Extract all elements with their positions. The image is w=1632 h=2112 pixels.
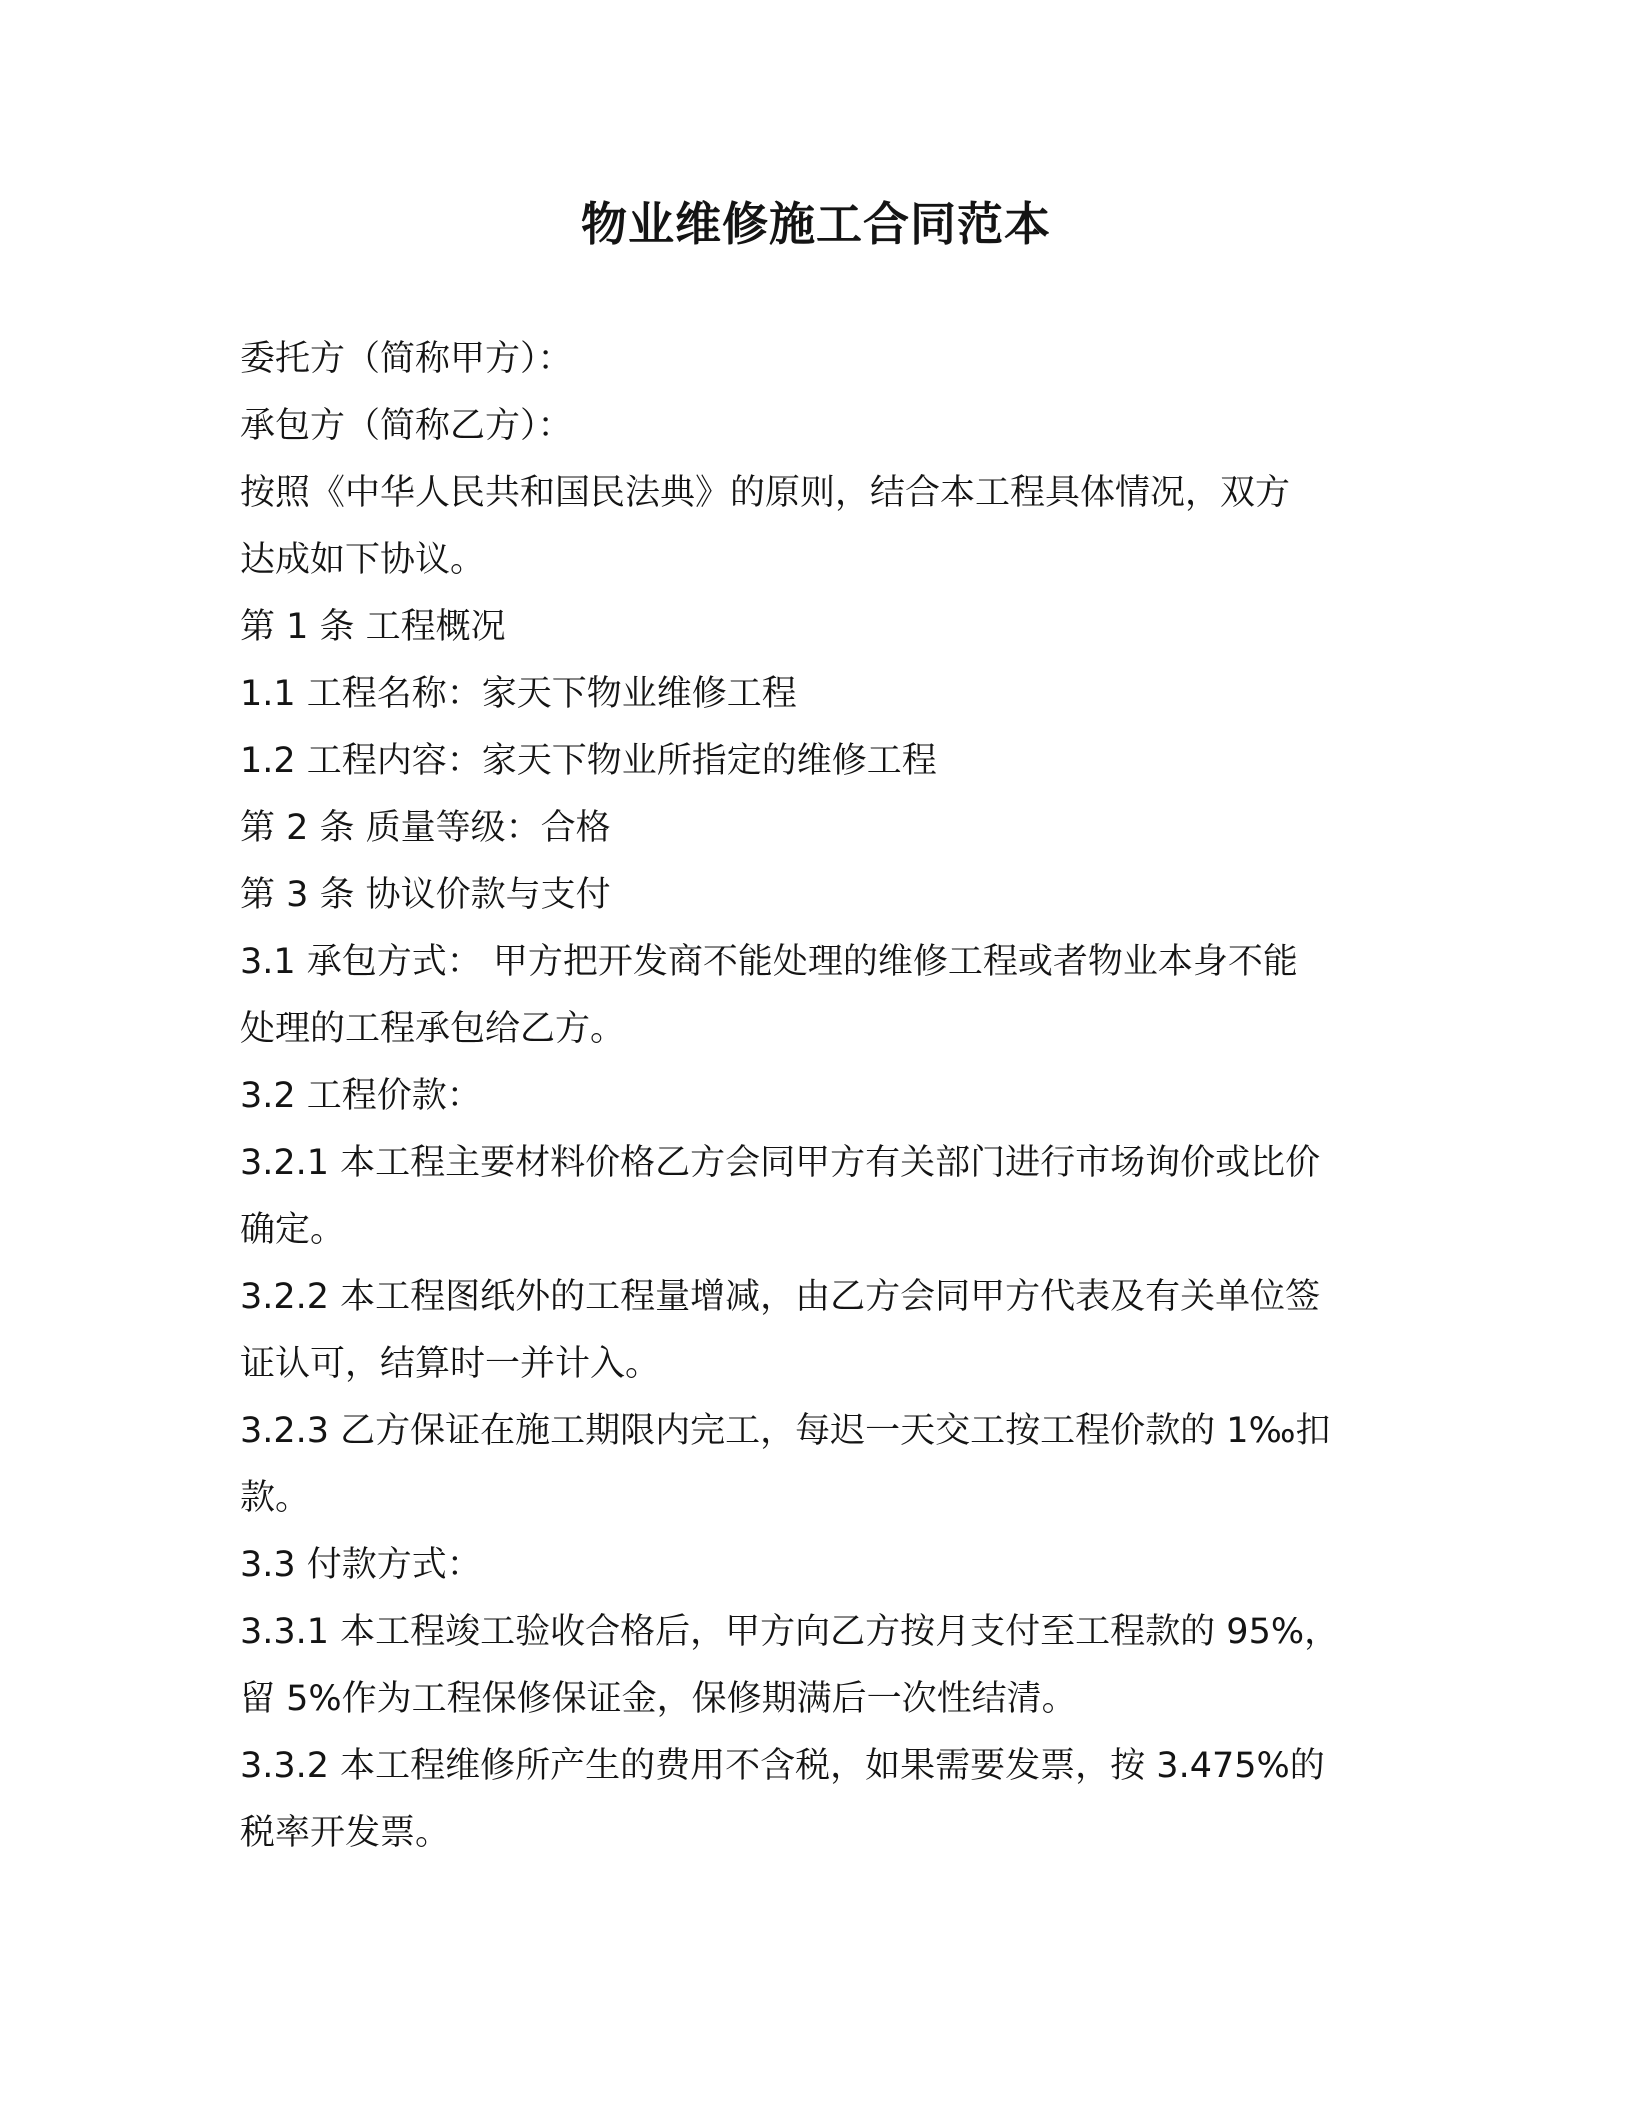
body-line: 处理的工程承包给乙方。 (240, 1009, 626, 1049)
body-line: 3.3.1 本工程竣工验收合格后，甲方向乙方按月支付至工程款的 95%， (240, 1612, 1340, 1652)
body-line: 3.2.1 本工程主要材料价格乙方会同甲方有关部门进行市场询价或比价 (240, 1143, 1321, 1183)
body-line: 3.2.2 本工程图纸外的工程量增减，由乙方会同甲方代表及有关单位签 (240, 1277, 1321, 1317)
body-line: 第 3 条 协议价款与支付 (240, 875, 611, 915)
body-line: 税率开发票。 (240, 1813, 451, 1853)
document-body (240, 326, 1400, 1867)
body-line: 第 2 条 质量等级：合格 (240, 808, 611, 848)
document-title: 物业维修施工合同范本 (581, 197, 1051, 251)
body-line: 确定。 (240, 1210, 346, 1250)
body-line: 留 5%作为工程保修保证金，保修期满后一次性结清。 (240, 1679, 1077, 1719)
body-line: 承包方（简称乙方）： (240, 406, 573, 446)
body-line: 3.2 工程价款： (240, 1076, 482, 1116)
body-line: 3.2.3 乙方保证在施工期限内完工，每迟一天交工按工程价款的 1‰扣 (240, 1411, 1331, 1451)
body-line: 1.1 工程名称：家天下物业维修工程 (240, 674, 797, 714)
body-line: 按照《中华人民共和国民法典》的原则，结合本工程具体情况，双方 (240, 473, 1291, 513)
body-line: 3.3.2 本工程维修所产生的费用不含税，如果需要发票，按 3.475%的 (240, 1746, 1325, 1786)
body-line: 款。 (240, 1478, 311, 1518)
body-line: 3.3 付款方式： (240, 1545, 482, 1585)
body-line: 3.1 承包方式： 甲方把开发商不能处理的维修工程或者物业本身不能 (240, 942, 1298, 982)
body-line: 第 1 条 工程概况 (240, 607, 506, 647)
body-line: 委托方（简称甲方）： (240, 339, 573, 379)
body-line: 证认可，结算时一并计入。 (240, 1344, 661, 1384)
body-line: 达成如下协议。 (240, 540, 486, 580)
body-line: 1.2 工程内容：家天下物业所指定的维修工程 (240, 741, 937, 781)
